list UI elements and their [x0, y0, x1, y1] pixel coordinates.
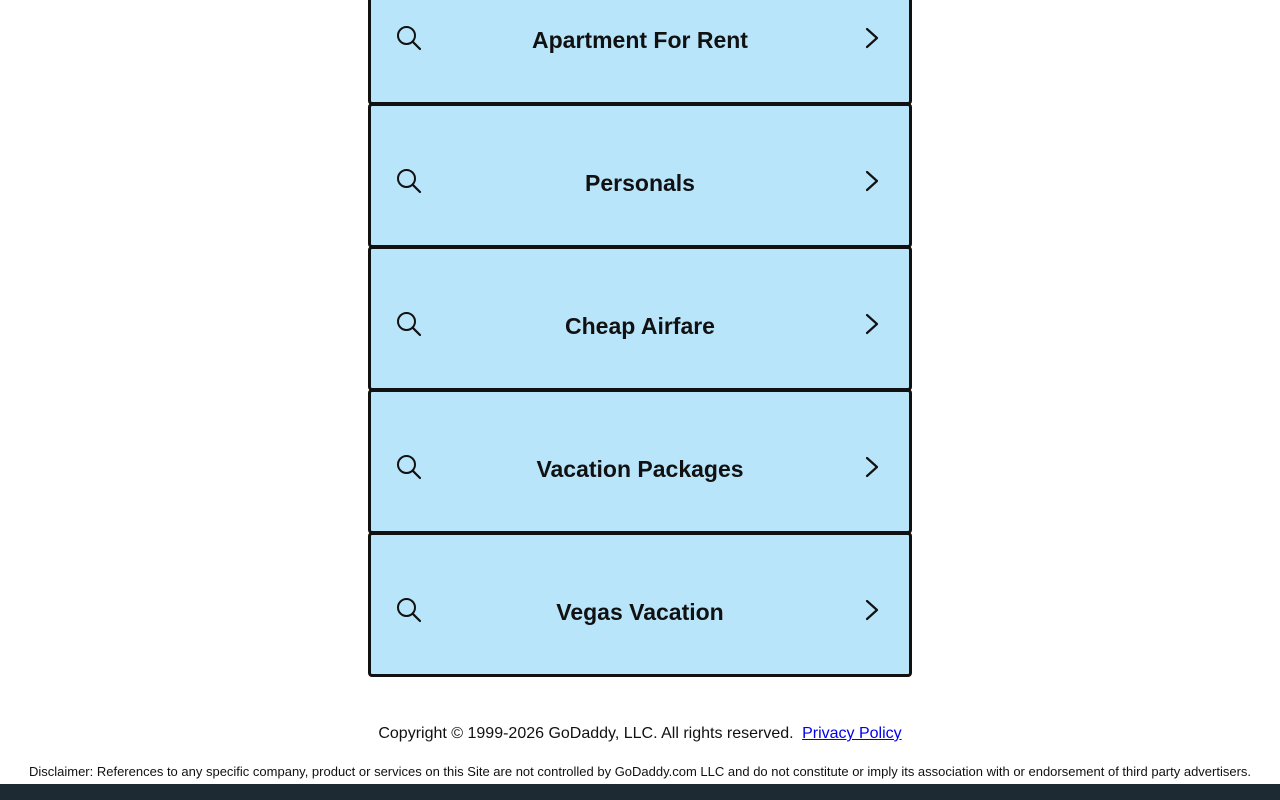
- copyright-text: Copyright © 1999-2026 GoDaddy, LLC. All rights reserved.: [378, 725, 794, 742]
- chevron-right-icon: [861, 26, 883, 50]
- related-link-label: Vegas Vacation: [556, 599, 724, 625]
- related-link-personals[interactable]: [368, 103, 912, 248]
- privacy-policy-link[interactable]: Privacy Policy: [802, 725, 902, 742]
- chevron-right-icon: [861, 169, 883, 193]
- copyright-line: [0, 724, 1280, 744]
- related-link-cheap-airfare[interactable]: [368, 246, 912, 391]
- related-link-vegas-vacation[interactable]: [368, 532, 912, 677]
- disclaimer-text: Disclaimer: References to any specific company, product or services on this Site are not controlled by GoDaddy.com LLC and do not constitute or imply its association with or endorsement of third party advertisers.: [28, 764, 1252, 779]
- related-link-label: Personals: [585, 170, 695, 196]
- related-link-vacation-packages[interactable]: [368, 389, 912, 534]
- related-link-label: Apartment For Rent: [532, 27, 748, 53]
- chevron-right-icon: [861, 455, 883, 479]
- chevron-right-icon: [861, 598, 883, 622]
- chevron-right-icon: [861, 312, 883, 336]
- bottom-bar: [0, 784, 1280, 800]
- related-link-label: Cheap Airfare: [565, 313, 715, 339]
- related-links-list: [368, 0, 912, 675]
- related-link-label: Vacation Packages: [536, 456, 744, 482]
- related-link-apartment-for-rent[interactable]: [368, 0, 912, 105]
